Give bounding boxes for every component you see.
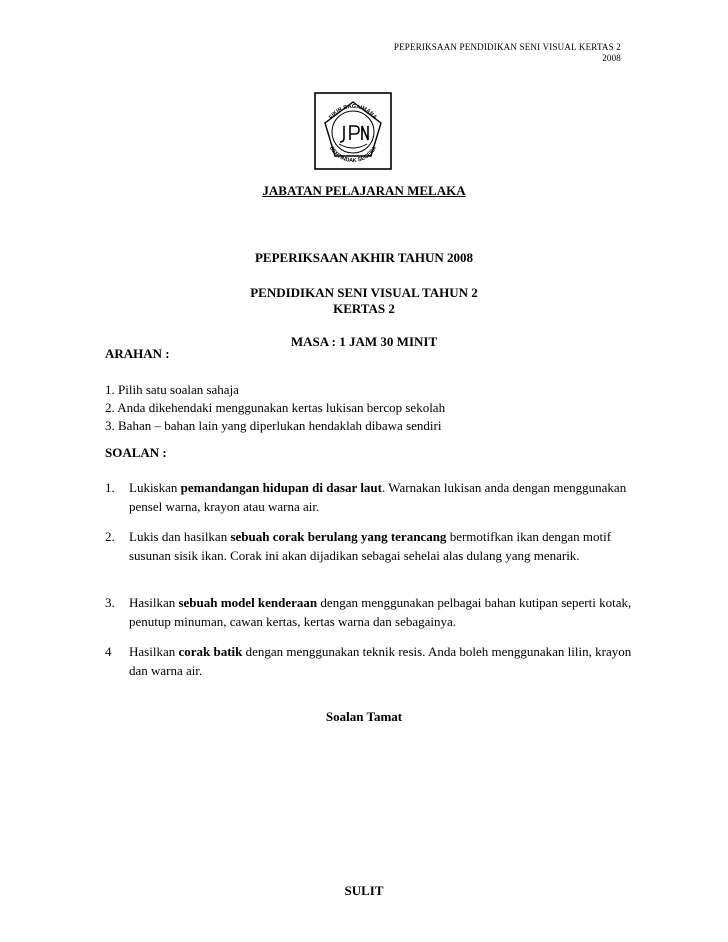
question-item [105,479,640,516]
instruction-item: 2. Anda dikehendaki menggunakan kertas lukisan bercop sekolah [105,400,446,415]
running-header [394,42,621,64]
question-number: 4 [105,644,112,659]
question-number: 1. [105,480,115,495]
question-number: 2. [105,529,115,544]
instructions-heading: ARAHAN : [105,346,170,361]
jpn-logo [314,92,392,170]
logo-emblem-icon [314,92,392,170]
instruction-item: 1. Pilih satu soalan sahaja [105,382,239,397]
header-line-2: 2008 [602,53,621,63]
logo-motto-top: FIKIR BAGAIMANA [328,103,378,121]
header-line-1: PEPERIKSAAN PENDIDIKAN SENI VISUAL KERTAS 2 [393,42,621,52]
exam-title: PEPERIKSAAN AKHIR TAHUN 2008 [254,250,474,265]
question-text: Hasilkan sebuah model kenderaan dengan menggunakan pelbagai bahan kutipan seperti kotak, penutup minuman, cawan kertas, kertas warna dan sebagainya. [129,595,632,629]
paper-number: KERTAS 2 [333,301,395,316]
logo-motto-bottom: BERTINDAK SEGERA [327,145,379,165]
question-item [105,594,640,631]
questions-heading: SOALAN : [105,445,167,460]
footer-classification: SULIT [344,883,384,898]
question-text: Hasilkan corak batik dengan menggunakan teknik resis. Anda boleh menggunakan lilin, krayon dan warna air. [129,644,632,678]
instructions-list [105,381,645,435]
question-item [105,528,640,565]
exam-duration: MASA : 1 JAM 30 MINIT [290,334,438,349]
instruction-item: 3. Bahan – bahan lain yang diperlukan hendaklah dibawa sendiri [105,418,442,433]
question-text: Lukis dan hasilkan sebuah corak berulang yang terancang bermotifkan ikan dengan motif susunan sisik ikan. Corak ini akan dijadikan sebagai sehelai alas dulang yang menarik. [129,529,612,563]
question-item [105,643,640,680]
question-number: 3. [105,595,115,610]
end-of-questions: Soalan Tamat [325,709,403,724]
question-text: Lukiskan pemandangan hidupan di dasar laut. Warnakan lukisan anda dengan menggunakan pensel warna, krayon atau warna air. [129,480,627,514]
subject-title: PENDIDIKAN SENI VISUAL TAHUN 2 [250,285,478,300]
department-title: JABATAN PELAJARAN MELAKA [262,183,466,198]
